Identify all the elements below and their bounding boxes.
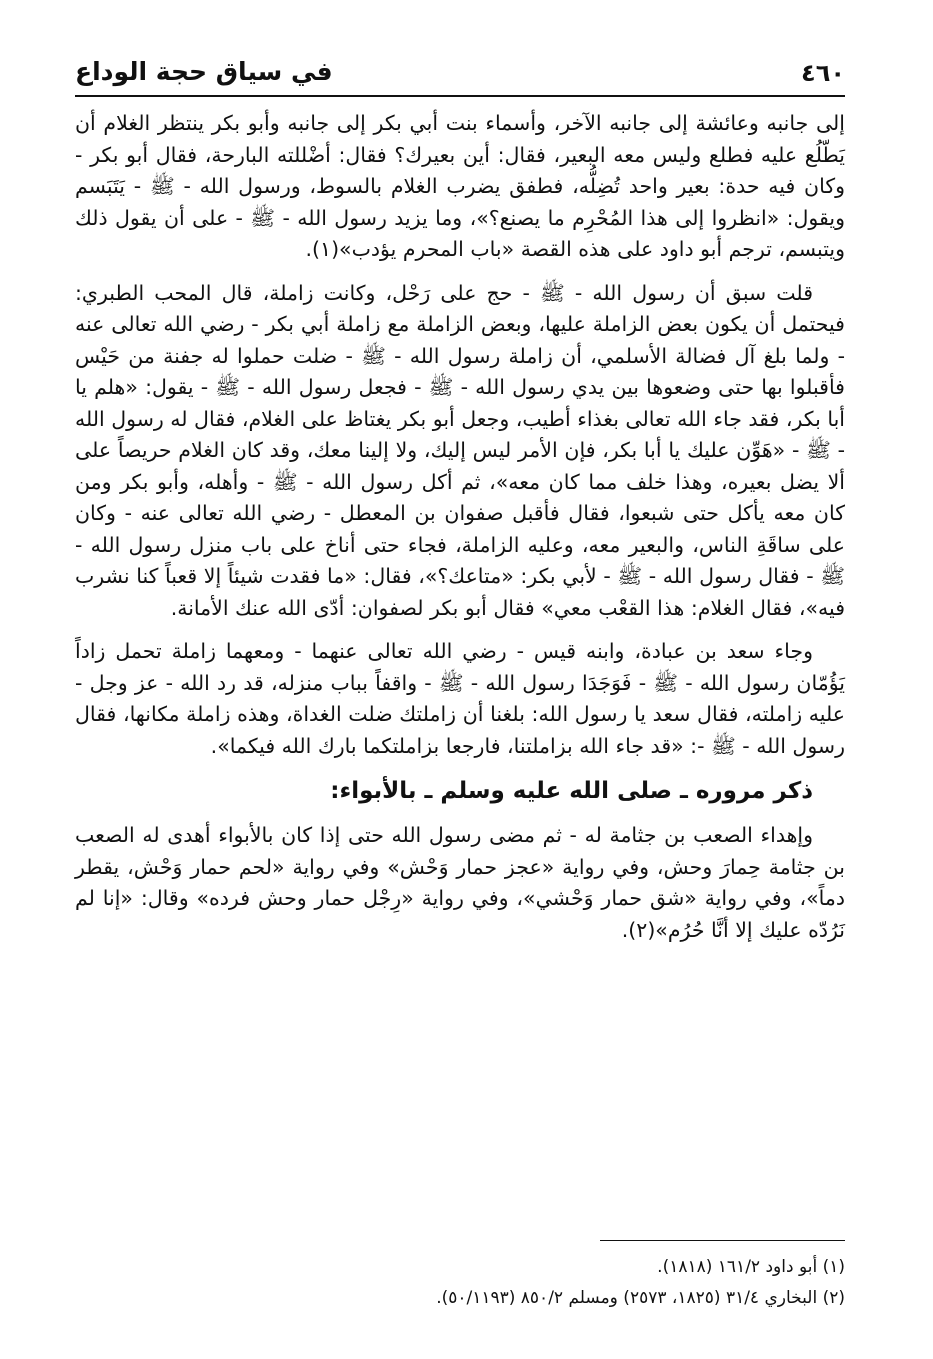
running-title: في سياق حجة الوداع: [75, 57, 333, 86]
section-heading: ذكر مروره ـ صلى الله عليه وسلم ـ بالأبواء:: [330, 778, 813, 804]
paragraph-3: وجاء سعد بن عبادة، وابنه قيس - رضي الله تعالى عنهما - ومعهما زاملة تحمل زاداً يَؤُمّان رسول الله - ﷺ - فَوَجَدَا رسول الله - ﷺ - واقفاً بباب منزله، قد رد الله - عز وجل - عليه زاملته، فقال سعد يا رسول الله: بلغنا أن زاملتك ضلت الغداة، وهذه زاملة مكانها، فقال رسول الله - ﷺ -: «قد جاء الله بزاملتنا، فارجعا بزاملتكما بارك الله فيكما».: [75, 639, 845, 758]
footnote-separator: [600, 1240, 845, 1241]
footnotes: [75, 1252, 845, 1314]
page-number: ٤٦٠: [801, 59, 845, 87]
main-text: [75, 108, 845, 958]
footnote-1: (١) أبو داود ١٦١/٢ (١٨١٨).: [657, 1257, 845, 1277]
paragraph-2: قلت سبق أن رسول الله - ﷺ - حج على رَحْل، وكانت زاملة، قال المحب الطبري: فيحتمل أن يكون بعض الزاملة عليها، وبعض الزاملة مع زاملة أبي بكر - رضي الله تعالى عنه - ولما بلغ آل فضالة الأسلمي، أن زاملة رسول الله - ﷺ - ضلت حملوا له جفنة من حَيْس فأقبلوا بها حتى وضعوها بين يدي رسول الله - ﷺ - فجعل رسول الله - ﷺ - يقول: «هلم يا أبا بكر، فقد جاء الله تعالى بغذاء أطيب، وجعل أبو بكر يغتاظ على الغلام، فقال له رسول الله - ﷺ - «هَوِّن عليك يا أبا بكر، فإن الأمر ليس إليك، ولا إلينا معك، وقد كان الغلام حريصاً على ألا يضل بعيره، وهذا خلف مما كان معه»، ثم أكل رسول الله - ﷺ - وأهله، وأبو بكر ومن كان معه يأكل حتى شبعوا، فقال فأقبل صفوان بن المعطل - رضي الله تعالى عنه - وكان على ساقَةِ الناس، والبعير معه، وعليه الزاملة، فجاء حتى أناخ على باب منزل رسول الله - ﷺ - فقال رسول الله - ﷺ - لأبي بكر: «متاعك؟»، فقال: «ما فقدت شيئاً إلا قعباً كنا نشرب فيه»، فقال الغلام: هذا القعْب معي» فقال أبو بكر لصفوان: أدّى الله عنك الأمانة.: [74, 280, 845, 620]
page-header: [75, 55, 845, 97]
footnote-2: (٢) البخاري ٣١/٤ (١٨٢٥، ٢٥٧٣) ومسلم ٨٥٠/٢ (٥٠/١١٩٣).: [436, 1288, 845, 1308]
paragraph-1: إلى جانبه وعائشة إلى جانبه الآخر، وأسماء بنت أبي بكر إلى جانبه وأبو بكر ينتظر الغلام أن يَطّلُع عليه فطلع وليس معه البعير، فقال: أين بعيرك؟ فقال: أضْللته البارحة، فقال أبو بكر - وكان فيه حدة: بعير واحد تُضِلُّه، فطفق يضرب الغلام بالسوط، ورسول الله - ﷺ - يَتَبَسم ويقول: «انظروا إلى هذا المُحْرِم ما يصنع؟»، وما يزيد رسول الله - ﷺ - على أن يقول ذلك ويتبسم، ترجم أبو داود على هذه القصة «باب المحرم يؤدب»(١).: [75, 111, 845, 261]
paragraph-4: وإهداء الصعب بن جثامة له - ثم مضى رسول الله حتى إذا كان بالأبواء أهدى له الصعب بن جثامة حِمارَ وحش، وفي رواية «عجز حمار وَحْش» وفي رواية «لحم حمار وَحْش، يقطر دماً»، وفي رواية «شق حمار وَحْشي»، وفي رواية «رِجْل حمار وحش فرده» وقال: «إنا لم نَرُدّه عليك إلا أنَّا حُرُم»(٢).: [75, 823, 845, 942]
